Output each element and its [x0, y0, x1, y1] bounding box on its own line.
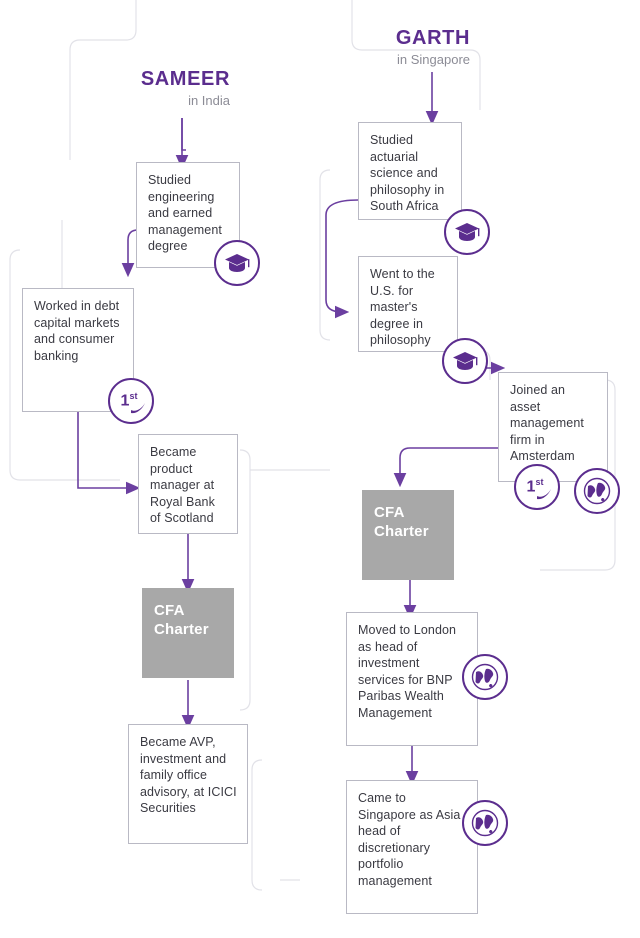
globe-icon: [462, 654, 508, 700]
person-place: in Singapore: [397, 52, 470, 67]
step-node: Became product manager at Royal Bank of Scotland: [138, 434, 238, 534]
step-node: Studied actuarial science and philosophy in South Africa: [358, 122, 462, 220]
person-heading-garth: [300, 27, 470, 67]
person-heading-sameer: [60, 68, 230, 108]
graduation-cap-icon: [442, 338, 488, 384]
step-node: Became AVP, investment and family office advisory, at ICICI Securities: [128, 724, 248, 844]
first-exam-label: 1st: [526, 477, 544, 496]
first-exam-label: 1st: [120, 391, 138, 410]
step-node: Studied engineering and earned management degree: [136, 162, 240, 268]
person-place: in India: [188, 93, 230, 108]
cfa-charter-node: CFA Charter: [142, 588, 234, 678]
globe-icon: [462, 800, 508, 846]
graduation-cap-icon: [214, 240, 260, 286]
cfa-charter-node: CFA Charter: [362, 490, 454, 580]
person-name: GARTH: [395, 27, 470, 49]
step-node: Went to the U.S. for master's degree in philosophy: [358, 256, 458, 352]
person-name: SAMEER: [140, 68, 230, 90]
step-node: Moved to London as head of investment services for BNP Paribas Wealth Management: [346, 612, 478, 746]
step-node: Came to Singapore as Asia head of discretionary portfolio management: [346, 780, 478, 914]
step-node: Worked in debt capital markets and consumer banking: [22, 288, 134, 412]
step-node: Joined an asset management firm in Amsterdam: [498, 372, 608, 482]
graduation-cap-icon: [444, 209, 490, 255]
first-exam-icon: [514, 464, 560, 510]
first-exam-icon: [108, 378, 154, 424]
globe-icon: [574, 468, 620, 514]
